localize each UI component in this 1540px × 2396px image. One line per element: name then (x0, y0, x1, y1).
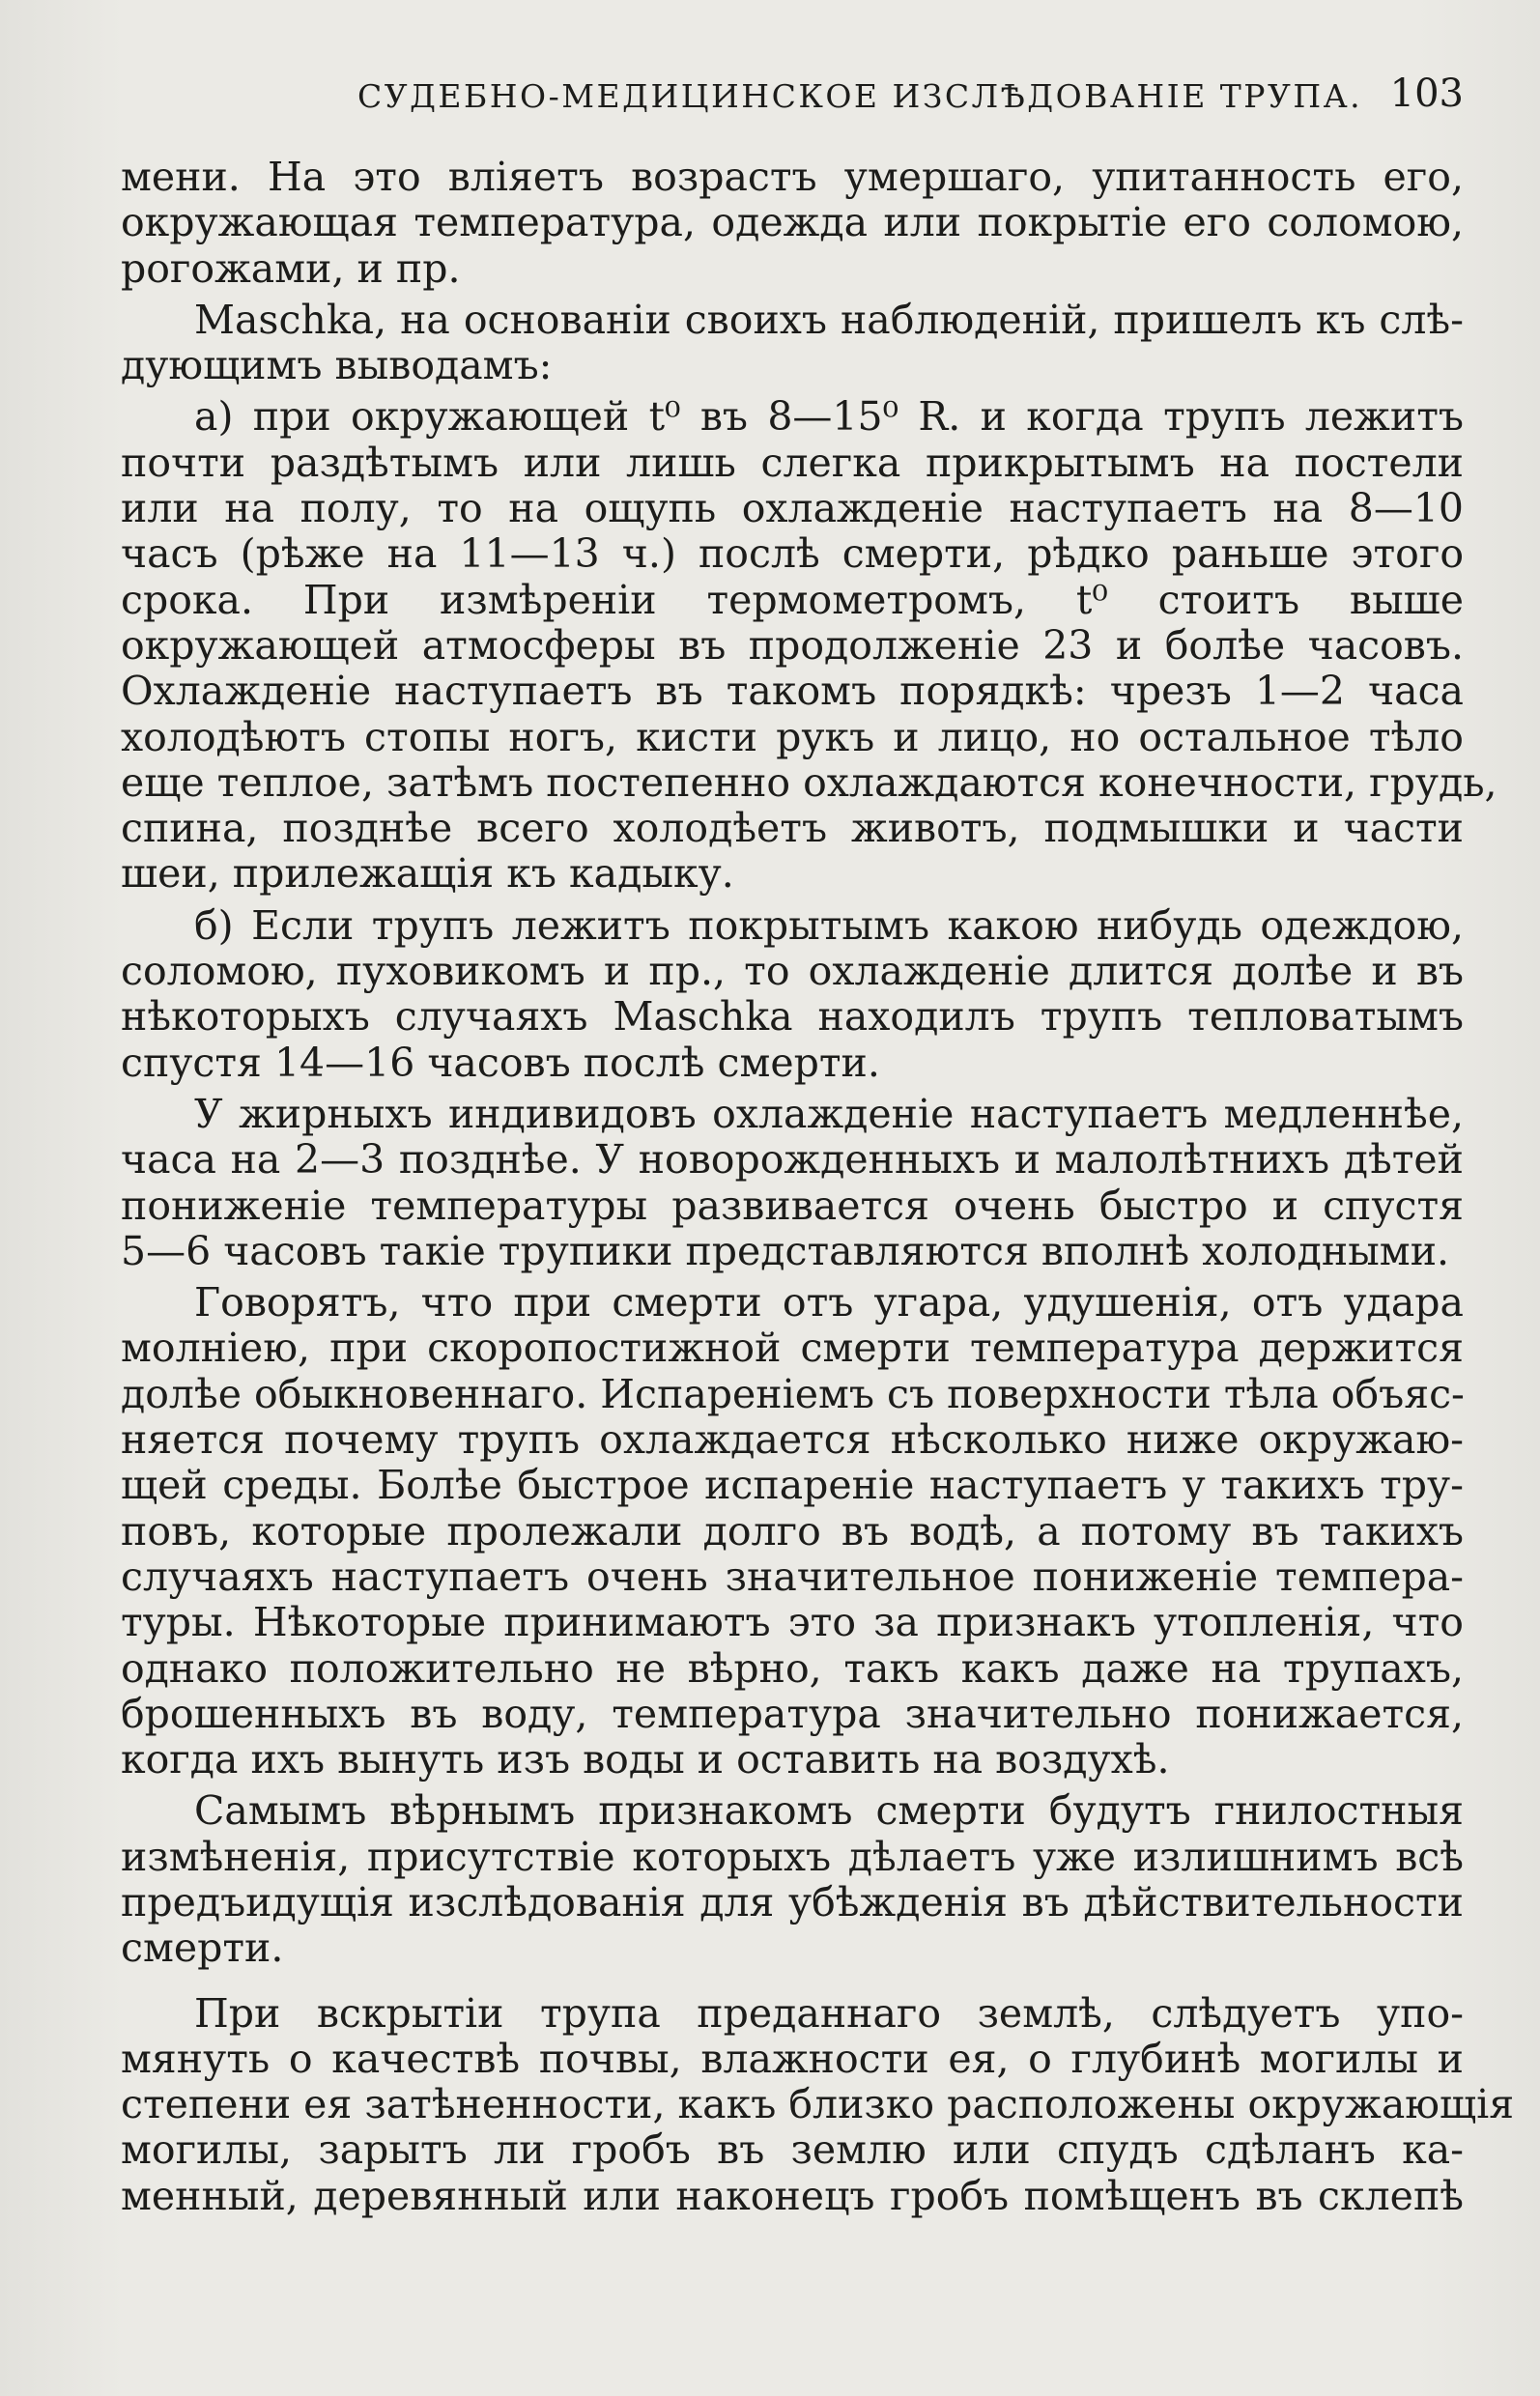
text-line: У жирныхъ индивидовъ охлажденіе наступаетъ медленнѣе, (194, 1090, 1464, 1137)
text-line: или на полу, то на ощупь охлажденіе наступаетъ на 8—10 (121, 485, 1464, 532)
text-line: холодѣютъ стопы ногъ, кисти рукъ и лицо, но остальное тѣло (121, 713, 1464, 760)
text-line: спустя 14—16 часовъ послѣ смерти. (121, 1039, 880, 1086)
text-line: могилы, зарытъ ли гробъ въ землю или спудъ сдѣланъ ка- (121, 2126, 1464, 2174)
text-line: когда ихъ вынуть изъ воды и оставить на воздухѣ. (121, 1736, 1170, 1783)
paragraph (121, 393, 1497, 898)
text-line: окружающей атмосферы въ продолженіе 23 и болѣе часовъ. (121, 621, 1464, 669)
text-line: почти раздѣтымъ или лишь слегка прикрытымъ на постели (121, 439, 1464, 486)
text-line: еще теплое, затѣмъ постепенно охлаждаются конечности, грудь, (121, 758, 1497, 806)
paragraph (121, 903, 1464, 1086)
text-line: случаяхъ наступаетъ очень значительное пониженіе темпера- (121, 1553, 1464, 1600)
text-line: а) при окружающей t⁰ въ 8—15⁰ R. и когда трупъ лежитъ (194, 393, 1464, 441)
text-line: долѣе обыкновеннаго. Испареніемъ съ поверхности тѣла объяс- (121, 1370, 1465, 1417)
text-line: няется почему трупъ охлаждается нѣсколько ниже окружаю- (121, 1416, 1464, 1464)
text-line: предъидущія изслѣдованія для убѣжденія въ дѣйствительности (121, 1878, 1464, 1925)
text-line: мянуть о качествѣ почвы, влажности ея, о глубинѣ могилы и (121, 2035, 1464, 2082)
text-line: Maschka, на основаніи своихъ наблюденій, пришелъ къ слѣ- (194, 296, 1464, 343)
text-line: Говорятъ, что при смерти отъ угара, удушенія, отъ удара (194, 1279, 1464, 1326)
paragraph (121, 298, 1464, 389)
text-line: часъ (рѣже на 11—13 ч.) послѣ смерти, рѣдко раньше этого (121, 530, 1464, 578)
text-line: менный, деревянный или наконецъ гробъ помѣщенъ въ склепѣ (121, 2172, 1464, 2219)
text-line: нѣкоторыхъ случаяхъ Maschka находилъ трупъ тепловатымъ (121, 993, 1464, 1041)
text-line: При вскрытіи трупа преданнаго землѣ, слѣдуетъ упо- (194, 1989, 1464, 2037)
text-line: смерти. (121, 1925, 284, 1972)
paragraph (121, 1788, 1464, 1971)
text-line: б) Если трупъ лежитъ покрытымъ какою нибудь одеждою, (194, 901, 1464, 949)
page-body (121, 154, 1515, 2219)
text-line: часа на 2—3 позднѣе. У новорожденныхъ и малолѣтнихъ дѣтей (121, 1136, 1464, 1184)
text-line: туры. Нѣкоторые принимаютъ это за признакъ утопленія, что (121, 1599, 1464, 1646)
text-line: измѣненія, присутствіе которыхъ дѣлаетъ уже излишнимъ всѣ (121, 1833, 1464, 1880)
page-header (121, 70, 1464, 118)
text-line: спина, позднѣе всего холодѣетъ животъ, подмышки и части (121, 805, 1464, 852)
paragraph (121, 1989, 1515, 2219)
text-line: молніею, при скоропостижной смерти температура держится (121, 1325, 1464, 1372)
paragraph (121, 1092, 1464, 1274)
page-number: 103 (1389, 71, 1464, 116)
text-line: окружающая температура, одежда или покрытіе его соломою, (121, 199, 1464, 246)
text-line: мени. На это вліяетъ возрастъ умершаго, упитанность его, (121, 154, 1464, 200)
text-line: степени ея затѣненности, какъ близко расположены окружающія (121, 2081, 1515, 2128)
text-line: соломою, пуховикомъ и пр., то охлажденіе длится долѣе и въ (121, 948, 1464, 995)
running-title: СУДЕБНО-МЕДИЦИНСКОЕ ИЗСЛѢДОВАНІЕ ТРУПА. (357, 77, 1363, 115)
text-line: щей среды. Болѣе быстрое испареніе наступаетъ у такихъ тру- (121, 1462, 1464, 1509)
text-line: Самымъ вѣрнымъ признакомъ смерти будутъ гнилостныя (194, 1787, 1464, 1835)
text-line: однако положительно не вѣрно, такъ какъ даже на трупахъ, (121, 1644, 1464, 1692)
paragraph (121, 1280, 1464, 1783)
text-line: дующимъ выводамъ: (121, 342, 553, 389)
text-line: пониженіе температуры развивается очень быстро и спустя (121, 1182, 1464, 1229)
text-line: Охлажденіе наступаетъ въ такомъ порядкѣ: чрезъ 1—2 часа (121, 668, 1464, 715)
text-line: срока. При измѣреніи термометромъ, t⁰ стоитъ выше (121, 576, 1464, 623)
text-line: шеи, прилежащія къ кадыку. (121, 850, 734, 898)
text-line: брошенныхъ въ воду, температура значительно понижается, (121, 1690, 1464, 1737)
text-line: рогожами, и пр. (121, 244, 461, 292)
text-line: 5—6 часовъ такіе трупики представляются вполнѣ холодными. (121, 1227, 1450, 1274)
text-line: повъ, которые пролежали долго въ водѣ, а потому въ такихъ (121, 1507, 1464, 1555)
paragraph (121, 155, 1464, 292)
